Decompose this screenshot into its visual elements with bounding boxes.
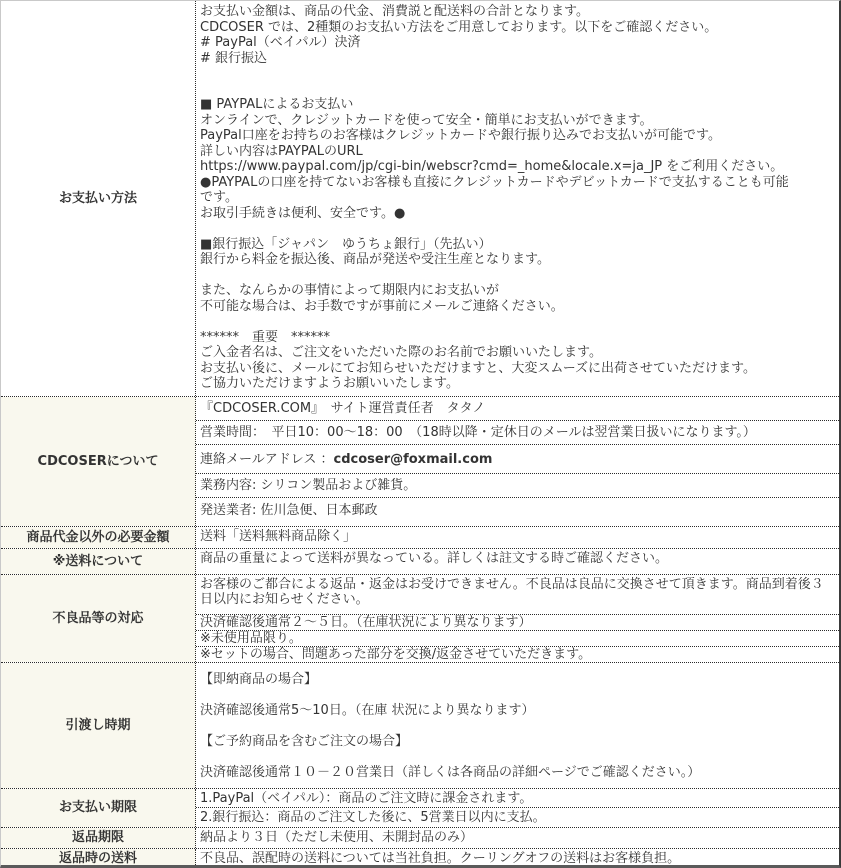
extra-fees-text: 送料「送料無料商品除く」 — [200, 529, 357, 544]
label-about-text: CDCOSERについて — [37, 453, 159, 469]
row-about — [1, 397, 839, 527]
defective-cell — [196, 575, 839, 662]
delivery-text: 【即納商品の場合】 決済確認後通常5～10日。（在庫 状況により異なります） 【ご予約商品を含むご注文の場合】 決済確認後通常１０－２０営業日（詳しくは各商品の詳細ページでご確認ください。） — [200, 672, 701, 780]
label-return-deadline-text: 返品期限 — [71, 830, 124, 845]
return-shipping-fee-cell — [196, 849, 839, 868]
label-defective-text: 不良品等の対応 — [52, 610, 144, 626]
shipping-note-text: 商品の重量によって送料が異なっている。詳しくは註文する時ご確認ください。 — [200, 551, 669, 566]
row-extra-fees — [1, 527, 839, 549]
return-deadline-text: 納品より３日（ただし未使用、未開封品のみ） — [200, 830, 474, 845]
defective-item: ※未使用品限り。 — [196, 631, 839, 647]
return-deadline-cell — [196, 828, 839, 848]
return-shipping-fee-text: 不良品、誤配時の送料については当社負担。クーリングオフの送料はお客様負担。 — [200, 851, 681, 866]
label-shipping-note-text: ※送料について — [52, 553, 144, 569]
payment-deadline-item: 2.銀行振込：商品のご注文した後に、5営業日以内に支払。 — [200, 810, 546, 825]
label-delivery-text: 引渡し時期 — [65, 717, 131, 733]
label-extra-fees-text: 商品代金以外の必要金額 — [26, 529, 170, 545]
label-payment-deadline-text: お支払い期限 — [58, 800, 137, 815]
payment-method-text: お支払い金額は、商品の代金、消費説と配送料の合計となります。 CDCOSER では、2種類のお支払い方法をご用意しております。以下をご確認ください。 # PayPal（ベイパル）決済 # 銀行振込 ■ PAYPALによるお支払い オンラインで、クレジットカードを使って安全・簡単にお支払いができます。 PayPal口座をお持ちのお客様はクレジットカードや銀行振り込みでお支払いが可能です。 詳しい内容はPAYPALのURL https://www.paypal.com/jp/cgi-bin/webscr?cmd=_home&locale.x=ja_JP をご利用ください。 ●PAYPALの口座を持てないお客様も直接にクレジットカードやデビットカードで支払することも可能 です。 お取引手続きは便利、安全です。● ■銀行振込「ジャパン ゆうちょ銀行」（先払い） 銀行から料金を振込後、商品が発送や受注生産となります。 また、なんらかの事情によって期限内にお支払いが 不可能な場合は、お手数ですが事前にメールご連絡ください。 ****** 重要 ****** ご入金者名は、ご注文をいただいた際のお名前でお願いいたします。 お支払い後に、メールにてお知らせいただけますと、大変スムーズに出荷させていただけます。 ご協力いただけますようお願いいたします。 — [200, 4, 789, 391]
label-delivery — [1, 663, 196, 788]
defective-item: お客様のご都合による返品・返金はお受けできません。不良品は良品に交換させて頂きます。商品到着後３日以内にお知らせください。 — [196, 575, 839, 615]
about-hours-line: 営業時間： 平日10：00～18：00 （18時以降・定休日のメールは翌営業日扱いになります。） — [196, 421, 839, 445]
defective-item: 決済確認後通常２～５日。（在庫状況により異なります） — [196, 615, 839, 631]
label-shipping-note — [1, 549, 196, 574]
defective-item: ※セットの場合、問題あった部分を交換/返金させていただきます。 — [200, 647, 592, 662]
label-about — [1, 397, 196, 526]
row-delivery — [1, 663, 839, 789]
label-payment-method — [1, 1, 196, 396]
payment-deadline-cell — [196, 789, 839, 827]
payment-method-cell — [196, 1, 839, 396]
row-return-shipping-fee — [1, 849, 839, 868]
row-payment-method — [1, 1, 839, 397]
payment-deadline-item: 1.PayPal（ベイパル）：商品のご注文時に課金されます。 — [196, 789, 839, 808]
contact-email: cdcoser@foxmail.com — [333, 451, 493, 467]
label-extra-fees — [1, 527, 196, 548]
extra-fees-cell — [196, 527, 839, 548]
label-return-deadline — [1, 828, 196, 848]
label-return-shipping-fee-text: 返品時の送料 — [58, 851, 137, 866]
row-return-deadline — [1, 828, 839, 849]
about-contact-line — [196, 445, 839, 474]
row-shipping-note — [1, 549, 839, 575]
delivery-cell — [196, 663, 839, 788]
shipping-note-cell — [196, 549, 839, 574]
about-business-line: 業務内容: シリコン製品および雑貨。 — [196, 474, 839, 498]
label-payment-deadline — [1, 789, 196, 827]
contact-email-prefix: 連絡メールアドレス ： — [200, 451, 334, 467]
row-defective — [1, 575, 839, 663]
label-defective — [1, 575, 196, 662]
row-payment-deadline — [1, 789, 839, 828]
label-payment-method-text: お支払い方法 — [58, 190, 137, 206]
about-cell — [196, 397, 839, 526]
about-shipper-line: 発送業者: 佐川急便、日本郵政 — [200, 503, 378, 518]
label-return-shipping-fee — [1, 849, 196, 868]
about-site-line: 『CDCOSER.COM』 サイト運営責任者 タタノ — [196, 397, 839, 421]
